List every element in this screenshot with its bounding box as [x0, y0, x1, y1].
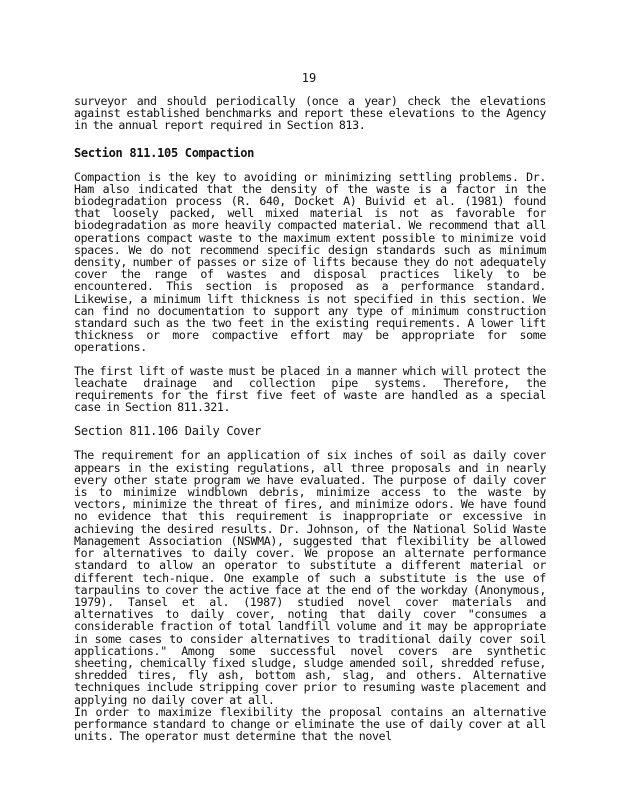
paragraph-compaction-1: Compaction is the key to avoiding or minimizing settling problems. Dr. Ham also indicated that the density of the waste is a factor in the biodegradation process (R. 640, Docket A) Buivid et al. (1981) found that loosely packed, well mixed material is not as favorable for biodegradation as more heavily compacted material. We recommend that all operations compact waste to the maximum extent possible to minimize void spaces. We do not recommend specific design standards such as minimum density, number of passes or size of lifts because they do not adequately cover the range of wastes and disposal practices likely to be encountered. This section is proposed as a performance standard. Likewise, a minimum lift thickness is not specified in this section. We can find no documentation to support any type of minimum construction standard such as the two feet in the existing requirements. A lower lift thickness or more compactive effort may be appropriate for some operations. [74, 169, 552, 355]
paragraph-daily-cover-1: The requirement for an application of six inches of soil as daily cover appears in the existing regulations, all three proposals and in nearly every other state program we have evaluated. The purpose of daily cover is to minimize windblown debris, minimize access to the waste by vectors, minimize the threat of fires, and minimize odors. We have found no evidence that this requirement is inappropriate or excessive in achieving the desired results. Dr. Johnson, of the National Solid Waste Management Association (NSWMA), suggested that flexibility be allowed for alternatives to daily cover. We propose an alternate performance standard to allow an operator to substitute a different material or different tech-nique. One example of such a substitute is the use of tarpaulins to cover the active face at the end of the workday (Anonymous, 1979). Tansel et al. (1987) studied novel cover materials and alternatives to daily cover, noting that daily cover "consumes a considerable fraction of total landfill volume and it may be appropriate in some cases to consider alternatives to traditional daily cover soil applications." Among some successful novel covers are synthetic sheeting, chemically fixed sludge, sludge amended soil, shredded refuse, shredded tires, fly ash, bottom ash, slag, and others. Alternative techniques include stripping cover prior to resuming waste placement and applying no daily cover at all. [74, 448, 552, 707]
document-body [74, 94, 552, 744]
paragraph-compaction-2: The first lift of waste must be placed in a manner which will protect the leachate drainage and collection pipe systems. Therefore, the requirements for the first five feet of waste are handled as a special case in Section 811.321. [74, 363, 552, 415]
paragraph-daily-cover-2: In order to maximize flexibility the proposal contains an alternative performance standard to change or eliminate the use of daily cover at all units. The operator must determine that the novel [74, 704, 552, 744]
page-number: 19 [301, 71, 317, 85]
section-heading-compaction: Section 811.105 Compaction [74, 145, 255, 160]
paragraph-intro: surveyor and should periodically (once a year) check the elevations against established benchmarks and report these elevations to the Agency in the annual report required in Section 813. [74, 94, 552, 133]
section-heading-daily-cover: Section 811.106 Daily Cover [74, 424, 261, 439]
